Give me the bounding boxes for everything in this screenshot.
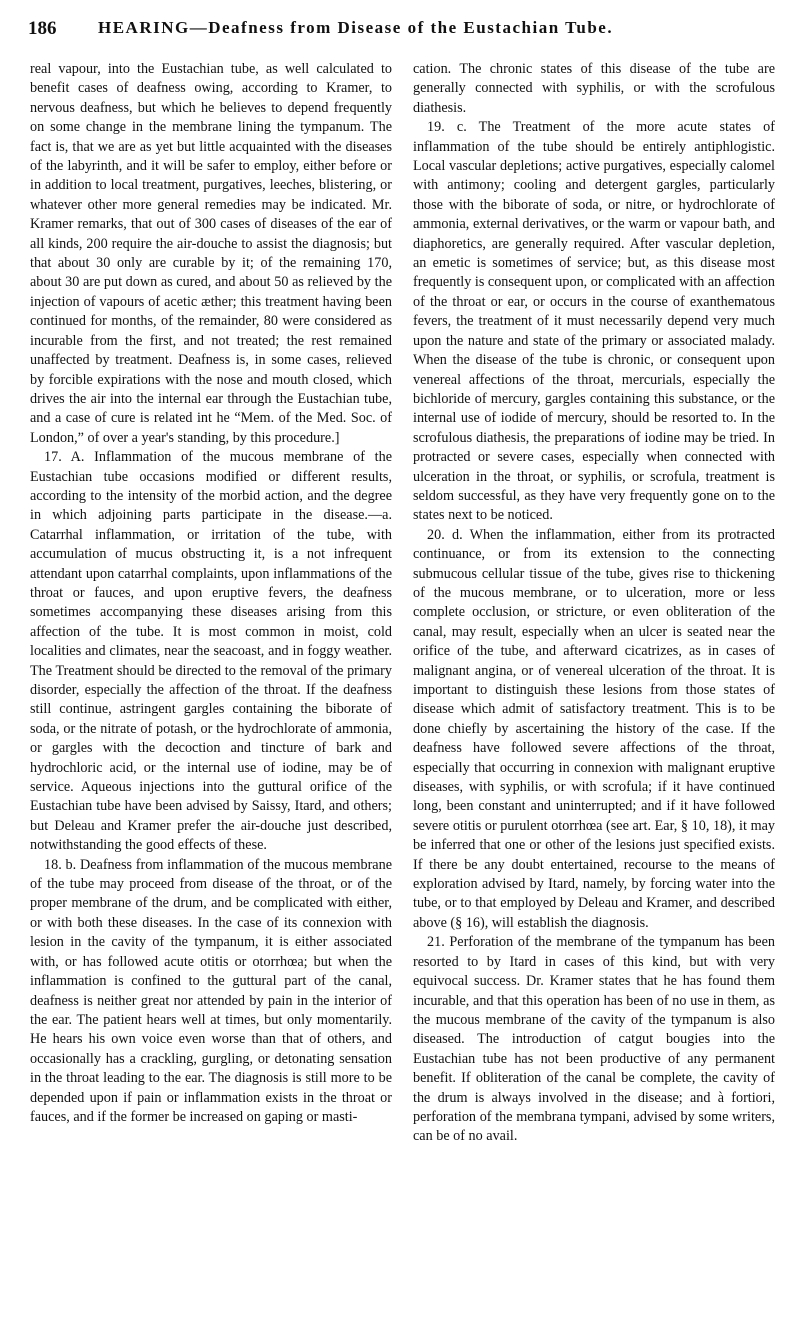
paragraph-19: 19. c. The Treatment of the more acute states of inflammation of the tube should be entirely antiphlogistic. Local vascular depletions; active purgatives, especially calomel with antimony; cooling and detergent gargles, particularly those with the biborate of soda, or nitre, or hydrochlorate of ammonia, external derivatives, or the warm or vapour bath, and diaphoretics, are generally required. After vascular depletion, an emetic is sometimes of service; but, as this disease most frequently is consequent upon, or complicated with an affection of the throat or ear, or occurs in the course of exanthematous fevers, the treatment of it must necessarily depend very much upon the nature and state of the primary or associated malady. When the disease of the tube is chronic, or consequent upon venereal affections of the throat, mercurials, especially the bichloride of mercury, gargles containing this substance, or the internal use of iodide of mercury, should be resorted to. In the scrofulous diathesis, the preparations of iodine may be tried. In protracted or severe cases, especially when connected with ulceration in the throat, or syphilis, or scrofula, treatment is seldom successful, as they have very frequently gone on to the states next to be noticed. xyxy=(413,119,775,524)
paragraph-20: 20. d. When the inflammation, either from its protracted continuance, or from its extension to the connecting submucous cellular tissue of the tube, gives rise to thickening of the mucous membrane, or to ulceration, more or less complete occlusion, or stricture, or even obliteration of the canal, may result, especially when an ulcer is seated near the orifice of the tube, and afterward cicatrizes, as in cases of malignant angina, or of venereal ulceration of the throat. It is important to distinguish these lesions from those states of disease which admit of satisfactory treatment. This is to be done chiefly by ascertaining the history of the case. If the deafness have followed severe affections of the throat, especially that occurring in connexion with malignant eruptive diseases, with syphilis, or with scrofula; if it have continued long, been constant and uninterrupted; and if it have followed severe otitis or purulent otorrhœa (see art. Ear, § 10, 18), it may be inferred that one or other of the lesions just specified exists. If there be any doubt entertained, recourse to the means of exploration advised by Itard, namely, by forcing water into the tube, or to that employed by Deleau and Kramer, and described above (§ 16), will establish the diagnosis. xyxy=(413,526,775,931)
paragraph-17: 17. A. Inflammation of the mucous membrane of the Eustachian tube occasions modified or different results, according to the intensity of the morbid action, and the degree in which adjoining parts participate in the disease.—a. Catarrhal inflammation, or irritation of the tube, with accumulation of mucus obstructing it, is a not infrequent attendant upon catarrhal complaints, upon inflammations of the throat or fauces, and upon eruptive fevers, the deafness sometimes accompanying these diseases arising from this affection of the tube. It is most common in moist, cold localities and climates, near the seacoast, and in foggy weather. The Treatment should be directed to the removal of the primary disorder, especially the affection of the throat. If the deafness still continue, astringent gargles containing the biborate of soda, or the nitrate of potash, or the hydrochlorate of ammonia, or gargles with the decoction and tincture of bark and hydrochloric acid, or the internal use of iodine, may be of service. Aqueous injections into the guttural orifice of the Eustachian tube have been advised by Saissy, Itard, and others; but Deleau and Kramer prefer the air-douche just described, notwithstanding the good effects of these. xyxy=(30,449,392,854)
paragraph-continued-right: cation. The chronic states of this disease of the tube are generally connected with syphilis, or with the scrofulous diathesis. xyxy=(413,61,775,116)
page-header xyxy=(28,18,768,50)
paragraph-21: 21. Perforation of the membrane of the tympanum has been resorted to by Itard in cases of this kind, but with very equivocal success. Dr. Kramer states that he has found them incurable, and that this operation has been of no use in them, as the mucous membrane of the cavity of the tympanum is also diseased. The introduction of catgut bougies into the Eustachian tube has not been productive of any permanent benefit. If obliteration of the canal be complete, the cavity of the drum is always involved in the disease; and à fortiori, perforation of the membrana tympani, advised by some writers, can be of no avail. xyxy=(413,934,775,1145)
left-column xyxy=(30,60,392,1127)
page-number: 186 xyxy=(28,18,57,39)
right-column xyxy=(413,60,775,1147)
paragraph-18: 18. b. Deafness from inflammation of the mucous membrane of the tube may proceed from disease of the throat, or of the proper membrane of the drum, and be complicated with either, or with both these diseases. In the case of its connexion with lesion in the cavity of the tympanum, it is either associated with, or has followed acute otitis or otorrhœa; but when the inflammation is confined to the guttural part of the canal, deafness is neither great nor attended by pain in the interior of the ear. The patient hears well at times, but only momentarily. He hears his own voice even worse than that of others, and occasionally has a crackling, gurgling, or detonating sensation in the throat leading to the ear. The diagnosis is still more to be depended upon if pain or inflammation exists in the throat or fauces, and if the former be increased on gaping or masti- xyxy=(30,856,392,1125)
paragraph-continued: real vapour, into the Eustachian tube, as well calculated to benefit cases of deafness owing, according to Kramer, to nervous deafness, but which he believes to depend frequently on some change in the membrane lining the tympanum. The fact is, that we are as yet but little acquainted with the diseases of the labyrinth, and it will be safer to employ, either before or in addition to local treatment, purgatives, leeches, blistering, or whatever other more general remedies may be indicated. Mr. Kramer remarks, that out of 300 cases of diseases of the ear of all kinds, 200 require the air-douche to assist the diagnosis; but that about 30 only are curable by it; of the remaining 170, about 30 are put down as cured, and about 50 as relieved by the injection of vapours of acetic æther; this treatment having been continued for months, of the remainder, 80 were considered as incurable from the first, and not treated; the rest remained unaffected by treatment. Deafness is, in some cases, relieved by forcible expirations with the nose and mouth closed, which drives the air into the internal ear through the Eustachian tube, and a case of cure is related int he “Mem. of the Med. Soc. of London,” of over a year's standing, by this procedure.] xyxy=(30,61,392,446)
running-title: HEARING—Deafness from Disease of the Eustachian Tube. xyxy=(98,18,614,37)
